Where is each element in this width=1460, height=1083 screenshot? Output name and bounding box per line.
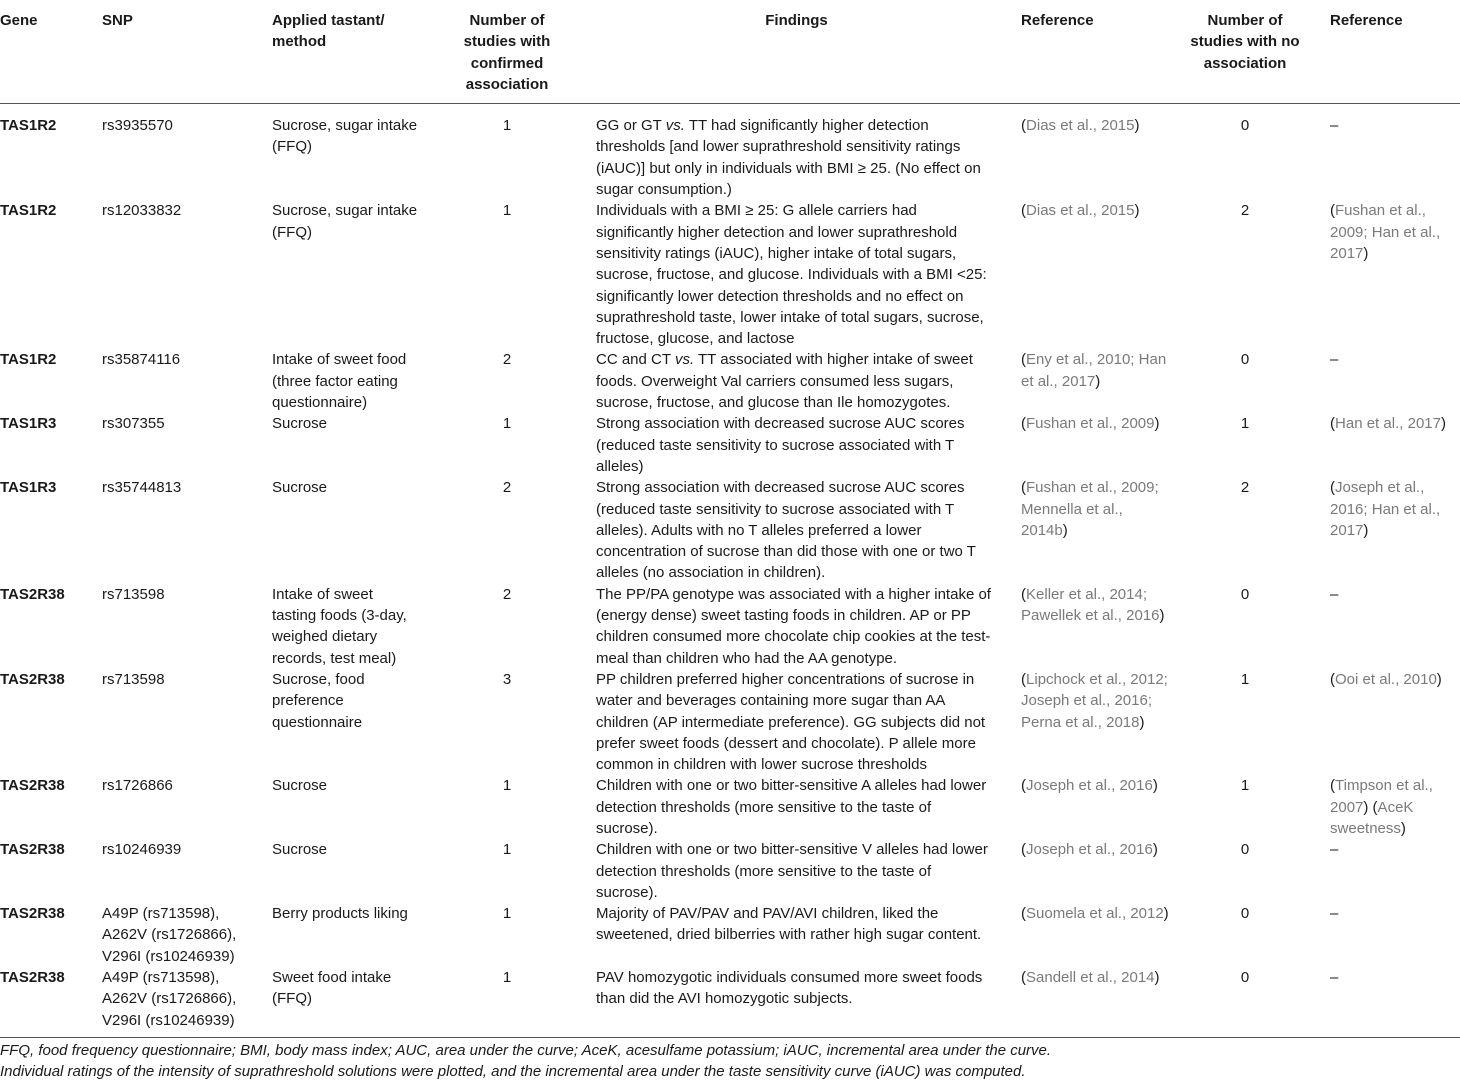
table-cell-confirmed-count: 2 — [502, 479, 512, 497]
table-cell-confirmed-count: 1 — [502, 117, 512, 135]
table-header-row — [0, 0, 1460, 104]
table-cell-reference-2: – — [1330, 585, 1339, 603]
table-cell-tastant: Sucrose — [272, 415, 328, 433]
table-cell-gene: TAS2R38 — [0, 969, 65, 987]
table-cell-reference-2: (Ooi et al., 2010) — [1330, 670, 1442, 688]
table-cell-tastant: Intake of sweet food (three factor eating questionnaire) — [272, 351, 407, 412]
table-cell-confirmed-count: 3 — [502, 670, 512, 688]
table-cell-findings: Children with one or two bitter-sensitive V alleles had lower detection thresholds (more sensitive to the taste of sucrose). — [596, 841, 988, 901]
table-cell-confirmed-count: 2 — [502, 585, 512, 603]
table-footnote — [0, 1040, 1460, 1083]
table-cell-gene: TAS2R38 — [0, 777, 65, 795]
table-row — [0, 349, 1460, 413]
table-cell-reference-1: (Fushan et al., 2009; Mennella et al., 2014b) — [1021, 479, 1159, 539]
table-cell-no-association-count: 0 — [1240, 841, 1250, 859]
table-cell-reference-1: (Dias et al., 2015) — [1021, 117, 1140, 135]
table-cell-tastant: Sweet food intake (FFQ) — [272, 969, 392, 1008]
header-gene: Gene — [0, 12, 38, 29]
table-cell-tastant: Sucrose, sugar intake (FFQ) — [272, 202, 418, 241]
table-cell-no-association-count: 1 — [1240, 670, 1250, 688]
table-row — [0, 775, 1460, 839]
table-cell-snp: rs12033832 — [102, 202, 182, 220]
footnote-abbreviations: FFQ, food frequency questionnaire; BMI, body mass index; AUC, area under the curve; AceK, acesulfame potassium; iAUC, incremental area under the curve. — [0, 1042, 1052, 1059]
table-cell-snp: rs1726866 — [102, 777, 173, 795]
table-cell-reference-2: (Joseph et al., 2016; Han et al., 2017) — [1330, 479, 1441, 539]
table-cell-no-association-count: 1 — [1240, 415, 1250, 433]
table-cell-findings: PAV homozygotic individuals consumed more sweet foods than did the AVI homozygotic subjects. — [596, 969, 983, 1008]
table-cell-reference-1: (Eny et al., 2010; Han et al., 2017) — [1021, 351, 1167, 390]
table-cell-no-association-count: 2 — [1240, 479, 1250, 497]
table-cell-no-association-count: 0 — [1240, 905, 1250, 923]
table-cell-snp: rs307355 — [102, 415, 165, 433]
table-cell-no-association-count: 0 — [1240, 585, 1250, 603]
table-cell-tastant: Sucrose, sugar intake (FFQ) — [272, 117, 418, 156]
table-row — [0, 903, 1460, 967]
table-cell-reference-1: (Suomela et al., 2012) — [1021, 905, 1169, 923]
table-cell-reference-1: (Lipchock et al., 2012; Joseph et al., 2016; Perna et al., 2018) — [1021, 670, 1168, 731]
table-cell-snp: A49P (rs713598), A262V (rs1726866), V296I (rs10246939) — [102, 905, 237, 965]
table-cell-reference-1: (Dias et al., 2015) — [1021, 202, 1140, 220]
table-cell-findings: CC and CT vs. TT associated with higher intake of sweet foods. Overweight Val carriers consumed less sugars, sucrose, fructose, and glucose than Ile homozygotes. — [596, 351, 973, 412]
table-cell-findings: PP children preferred higher concentrations of sucrose in water and beverages containing more sugar than AA children (AP intermediate preference). GG subjects did not prefer sweet foods (dessert and chocolate). P allele more common in children with lower sucrose thresholds — [596, 670, 986, 774]
table-cell-no-association-count: 0 — [1240, 969, 1250, 987]
table-cell-findings: Strong association with decreased sucrose AUC scores (reduced taste sensitivity to sucrose associated with T alleles) — [596, 415, 965, 475]
table-cell-findings: Majority of PAV/PAV and PAV/AVI children, liked the sweetened, dried bilberries with rather high sugar content. — [596, 905, 982, 944]
table-row — [0, 967, 1460, 1037]
table-cell-confirmed-count: 1 — [502, 202, 512, 220]
table-cell-snp: rs3935570 — [102, 117, 173, 135]
table-cell-gene: TAS1R2 — [0, 202, 57, 220]
table-cell-no-association-count: 2 — [1240, 202, 1250, 220]
table-cell-tastant: Sucrose — [272, 777, 328, 795]
table-cell-gene: TAS2R38 — [0, 905, 65, 923]
table-cell-snp: rs713598 — [102, 585, 165, 603]
table-cell-findings: Individuals with a BMI ≥ 25: G allele carriers had significantly higher detection and lower suprathreshold sensitivity ratings (iAUC), higher intake of total sugars, sucrose, fructose, and glucose. Individuals with a BMI <25: significantly lower detection thresholds and no effect on suprathreshold taste, lower intake of total sugars, sucrose, fructose, glucose, and lactose — [596, 202, 987, 348]
table-cell-gene: TAS1R3 — [0, 479, 57, 497]
table-cell-gene: TAS2R38 — [0, 585, 65, 603]
table-cell-snp: A49P (rs713598), A262V (rs1726866), V296I (rs10246939) — [102, 969, 237, 1029]
table-cell-reference-2: (Fushan et al., 2009; Han et al., 2017) — [1330, 202, 1441, 262]
header-num-none — [1170, 0, 1320, 104]
table-cell-reference-1: (Fushan et al., 2009) — [1021, 415, 1160, 433]
table-cell-confirmed-count: 1 — [502, 969, 512, 987]
table-cell-findings: Children with one or two bitter-sensitive A alleles had lower detection thresholds (more sensitive to the taste of sucrose). — [596, 777, 987, 837]
table-cell-confirmed-count: 1 — [502, 905, 512, 923]
table-cell-tastant: Berry products liking — [272, 905, 408, 923]
table-cell-confirmed-count: 1 — [502, 777, 512, 795]
table-cell-reference-2: – — [1330, 969, 1339, 987]
table-cell-no-association-count: 0 — [1240, 117, 1250, 135]
table-row — [0, 669, 1460, 775]
table-cell-reference-1: (Keller et al., 2014; Pawellek et al., 2016) — [1021, 585, 1165, 625]
header-snp: SNP — [102, 12, 133, 29]
header-findings: Findings — [765, 12, 828, 29]
header-tastant — [272, 0, 432, 104]
table-cell-confirmed-count: 2 — [502, 351, 512, 369]
table-cell-tastant: Sucrose — [272, 841, 328, 859]
table-cell-confirmed-count: 1 — [502, 841, 512, 859]
table-row — [0, 200, 1460, 349]
footnote-iauc-note: Individual ratings of the intensity of suprathreshold solutions were plotted, and the incremental area under the taste sensitivity curve (iAUC) was computed. — [0, 1063, 1026, 1081]
table-cell-reference-1: (Sandell et al., 2014) — [1021, 969, 1160, 987]
table-row — [0, 104, 1460, 201]
table-cell-no-association-count: 1 — [1240, 777, 1250, 795]
table-cell-reference-2: – — [1330, 117, 1339, 135]
header-tastant-label: Applied tastant/ method — [272, 12, 385, 51]
table-cell-gene: TAS2R38 — [0, 841, 65, 859]
header-num-none-label: Number of studies with no association — [1190, 12, 1300, 72]
table-cell-gene: TAS1R2 — [0, 351, 57, 369]
table-cell-tastant: Intake of sweet tasting foods (3-day, weighed dietary records, test meal) — [272, 585, 407, 667]
table-cell-findings: Strong association with decreased sucrose AUC scores (reduced taste sensitivity to sucrose associated with T alleles). Adults with no T alleles preferred a lower concentration of sucrose than did those with one or two T alleles (no association in children). — [596, 479, 976, 582]
table-cell-tastant: Sucrose, food preference questionnaire — [272, 670, 365, 731]
table-cell-snp: rs35744813 — [102, 479, 182, 497]
table-row — [0, 413, 1460, 477]
table-cell-no-association-count: 0 — [1240, 351, 1250, 369]
table-cell-findings: The PP/PA genotype was associated with a higher intake of (energy dense) sweet tasting foods in children. AP or PP children consumed more chocolate chip cookies at the test-meal than children who had the AA genotype. — [596, 585, 991, 667]
table-cell-reference-2: – — [1330, 841, 1339, 859]
table-row — [0, 477, 1460, 583]
header-num-confirmed — [432, 0, 582, 104]
table-body — [0, 104, 1460, 1038]
header-num-confirmed-label: Number of studies with confirmed association — [463, 12, 551, 93]
table-cell-reference-1: (Joseph et al., 2016) — [1021, 777, 1158, 795]
table-cell-snp: rs713598 — [102, 670, 165, 688]
table-cell-reference-2: (Han et al., 2017) — [1330, 415, 1446, 433]
table-cell-snp: rs10246939 — [102, 841, 182, 859]
table-cell-reference-2: – — [1330, 351, 1339, 369]
table-cell-gene: TAS2R38 — [0, 670, 65, 688]
table-cell-gene: TAS1R3 — [0, 415, 57, 433]
header-reference-1: Reference — [1021, 12, 1094, 29]
table-row — [0, 584, 1460, 669]
table-cell-confirmed-count: 1 — [502, 415, 512, 433]
table-cell-snp: rs35874116 — [102, 351, 181, 369]
table-cell-gene: TAS1R2 — [0, 117, 57, 135]
table-cell-reference-2: (Timpson et al., 2007) (AceK sweetness) — [1330, 777, 1433, 837]
table-cell-reference-2: – — [1330, 905, 1339, 923]
header-reference-2: Reference — [1330, 12, 1403, 29]
table-cell-reference-1: (Joseph et al., 2016) — [1021, 841, 1158, 859]
table-row — [0, 839, 1460, 903]
table-cell-tastant: Sucrose — [272, 479, 328, 497]
table-cell-findings: GG or GT vs. TT had significantly higher detection thresholds [and lower suprathreshold sensitivity ratings (iAUC)] but only in individuals with BMI ≥ 25. (No effect on sugar consumption.) — [596, 117, 981, 199]
